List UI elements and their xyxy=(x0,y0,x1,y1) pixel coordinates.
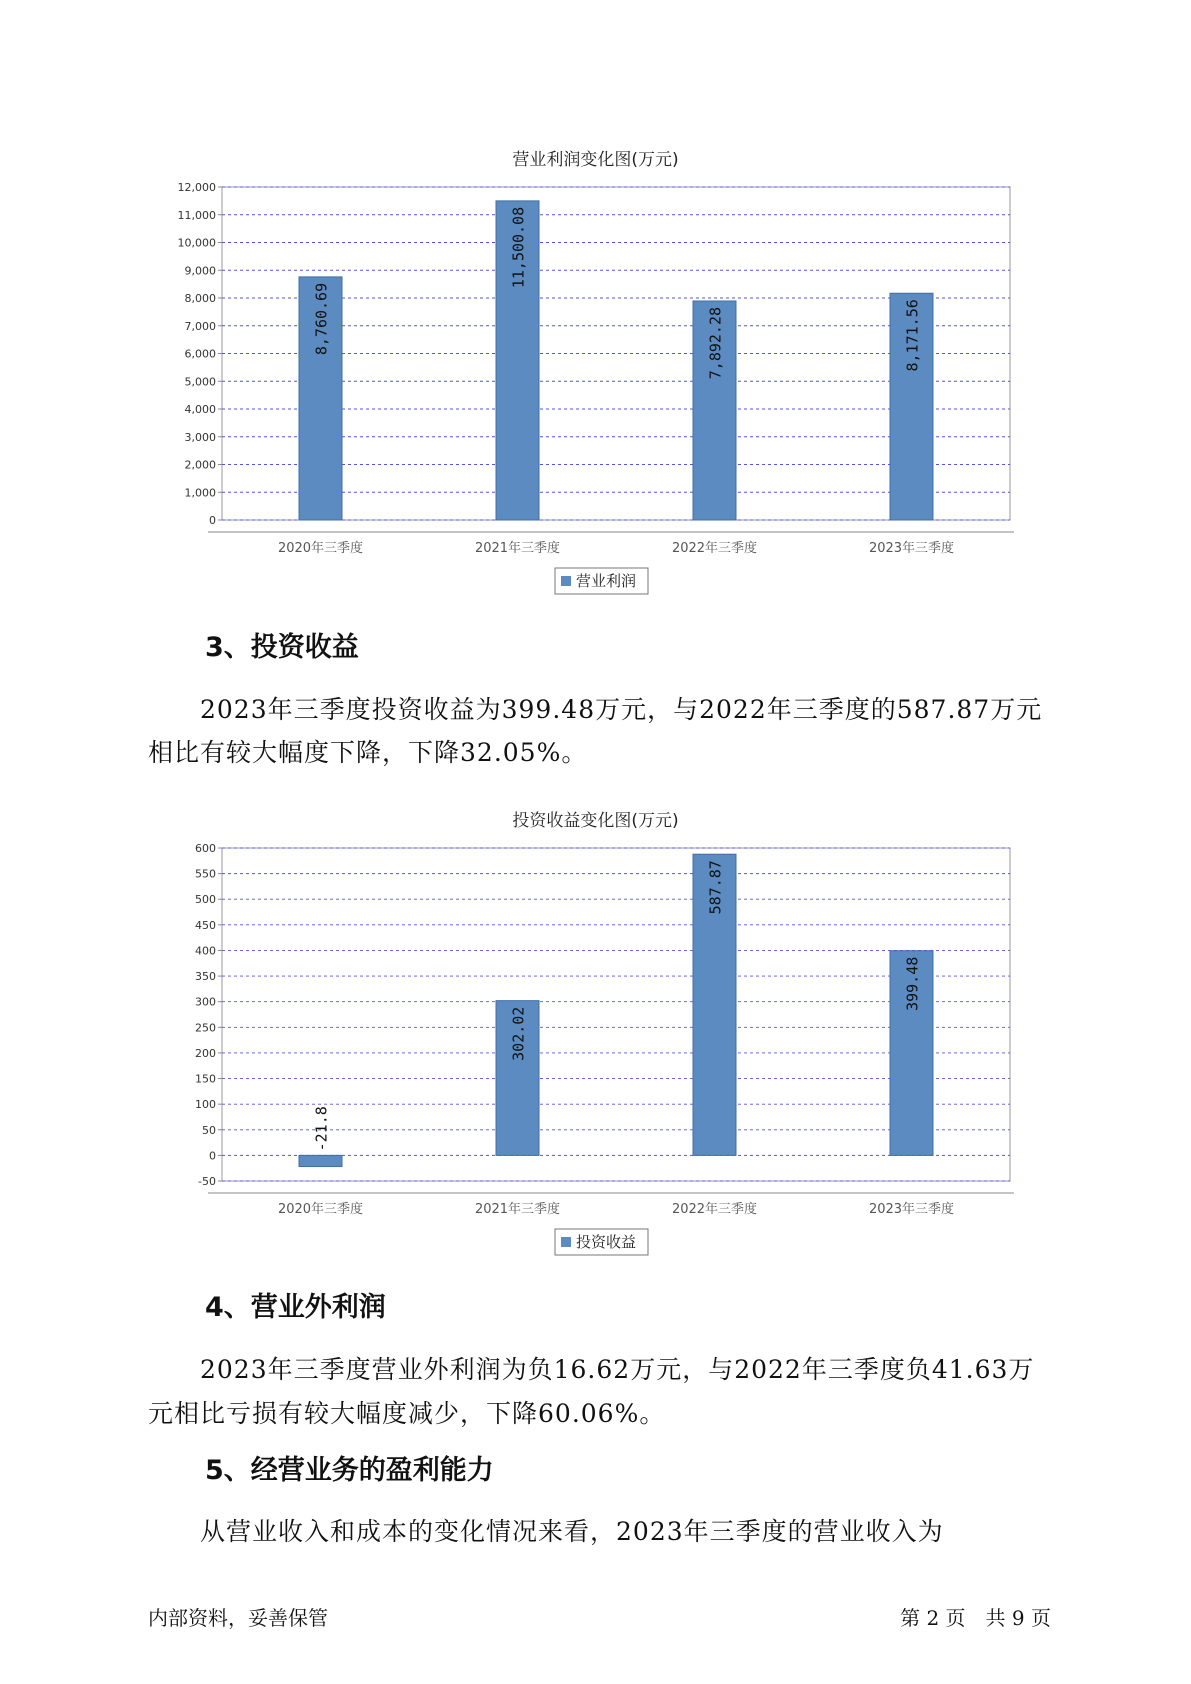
section-5-line-1: 从营业收入和成本的变化情况来看，2023年三季度的营业收入为 xyxy=(200,1517,944,1546)
section-4-line-2: 元相比亏损有较大幅度减少，下降60.06%。 xyxy=(148,1399,666,1428)
invest-ytick-label: 150 xyxy=(195,1072,216,1086)
profit-chart xyxy=(0,165,1191,595)
invest-category-label: 2020年三季度 xyxy=(277,1202,364,1217)
profit-data-label: 8,760.69 xyxy=(312,282,331,356)
invest-ytick-label: 50 xyxy=(202,1123,216,1137)
invest-ytick-label: 250 xyxy=(195,1021,216,1035)
profit-ytick-label: 6,000 xyxy=(184,347,216,361)
profit-category-label: 2020年三季度 xyxy=(277,541,364,556)
profit-ytick-label: 4,000 xyxy=(184,403,216,416)
profit-legend-swatch xyxy=(561,576,571,586)
profit-ytick-label: 12,000 xyxy=(177,181,216,194)
invest-ytick-label: -50 xyxy=(198,1175,216,1188)
section-5-heading: 5、经营业务的盈利能力 xyxy=(205,1455,494,1486)
section-3-line-2: 相比有较大幅度下降，下降32.05%。 xyxy=(148,738,588,767)
profit-legend-label: 营业利润 xyxy=(576,572,637,590)
invest-ytick-label: 350 xyxy=(195,970,216,984)
profit-ytick-label: 5,000 xyxy=(184,375,216,389)
section-4-heading: 4、营业外利润 xyxy=(205,1292,386,1323)
profit-ytick-label: 11,000 xyxy=(177,208,216,222)
footer-confidential-note: 内部资料，妥善保管 xyxy=(148,1606,328,1630)
profit-category-label: 2021年三季度 xyxy=(474,541,561,556)
invest-data-label: 302.02 xyxy=(509,1006,528,1061)
profit-data-label: 8,171.56 xyxy=(903,299,922,372)
invest-chart-title: 投资收益变化图(万元) xyxy=(512,811,679,831)
profit-ytick-label: 3,000 xyxy=(184,430,216,444)
profit-category-label: 2023年三季度 xyxy=(868,541,955,556)
section-4-line-1: 2023年三季度营业外利润为负16.62万元，与2022年三季度负41.63万 xyxy=(200,1355,1035,1384)
profit-ytick-label: 0 xyxy=(209,514,216,527)
invest-ytick-label: 550 xyxy=(195,867,216,881)
section-3-heading: 3、投资收益 xyxy=(205,632,359,663)
invest-ytick-label: 100 xyxy=(195,1098,216,1112)
profit-data-label: 11,500.08 xyxy=(509,206,528,289)
profit-ytick-label: 7,000 xyxy=(184,319,216,333)
profit-data-label: 7,892.28 xyxy=(706,306,725,380)
profit-chart-title: 营业利润变化图(万元) xyxy=(512,150,679,170)
profit-ytick-label: 10,000 xyxy=(177,236,216,250)
invest-legend-label: 投资收益 xyxy=(576,1233,637,1251)
invest-ytick-label: 0 xyxy=(209,1149,216,1163)
invest-ytick-label: 450 xyxy=(195,918,216,932)
profit-ytick-label: 9,000 xyxy=(184,264,216,278)
profit-ytick-label: 8,000 xyxy=(184,292,216,305)
invest-ytick-label: 500 xyxy=(195,893,216,907)
invest-ytick-label: 400 xyxy=(195,944,216,958)
profit-ytick-label: 2,000 xyxy=(184,458,216,472)
invest-bar xyxy=(299,1155,342,1166)
invest-legend-swatch xyxy=(561,1237,571,1247)
section-3-line-1: 2023年三季度投资收益为399.48万元，与2022年三季度的587.87万元 xyxy=(200,695,1043,724)
invest-data-label: 399.48 xyxy=(903,956,922,1011)
invest-category-label: 2022年三季度 xyxy=(671,1202,758,1217)
invest-chart xyxy=(0,826,1191,1256)
profit-category-label: 2022年三季度 xyxy=(671,541,758,556)
invest-ytick-label: 600 xyxy=(195,842,216,855)
invest-data-label: -21.8 xyxy=(312,1106,331,1152)
invest-ytick-label: 200 xyxy=(195,1046,216,1060)
profit-ytick-label: 1,000 xyxy=(184,486,216,500)
invest-ytick-label: 300 xyxy=(195,995,216,1009)
invest-data-label: 587.87 xyxy=(706,860,725,915)
footer-page-number: 第 2 页 共 9 页 xyxy=(900,1606,1051,1630)
invest-category-label: 2023年三季度 xyxy=(868,1202,955,1217)
invest-category-label: 2021年三季度 xyxy=(474,1202,561,1217)
